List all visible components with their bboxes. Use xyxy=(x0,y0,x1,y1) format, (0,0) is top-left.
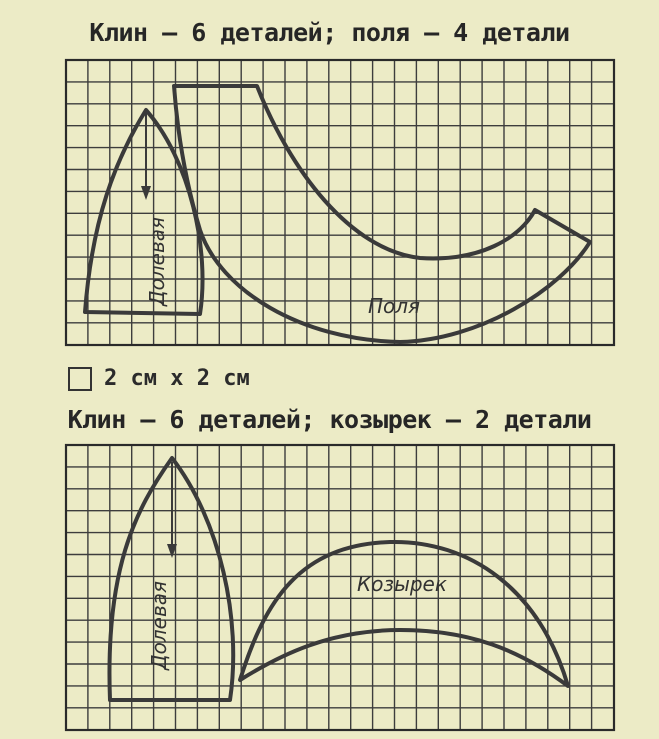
scale-legend xyxy=(68,366,250,391)
wedge-label-top: Долевая xyxy=(145,216,169,306)
bottom-panel-heading: Клин – 6 деталей; козырек – 2 детали xyxy=(67,405,592,434)
brim-label: Поля xyxy=(368,294,421,318)
grain-arrowhead-top xyxy=(141,186,151,200)
wedge-piece-top xyxy=(85,110,203,314)
wedge-label-bottom: Долевая xyxy=(147,580,171,670)
scale-legend-text: 2 см х 2 см xyxy=(104,366,250,391)
visor-label: Козырек xyxy=(357,572,447,596)
top-panel-heading: Клин – 6 деталей; поля – 4 детали xyxy=(89,18,570,47)
grid-square-icon xyxy=(68,367,92,391)
